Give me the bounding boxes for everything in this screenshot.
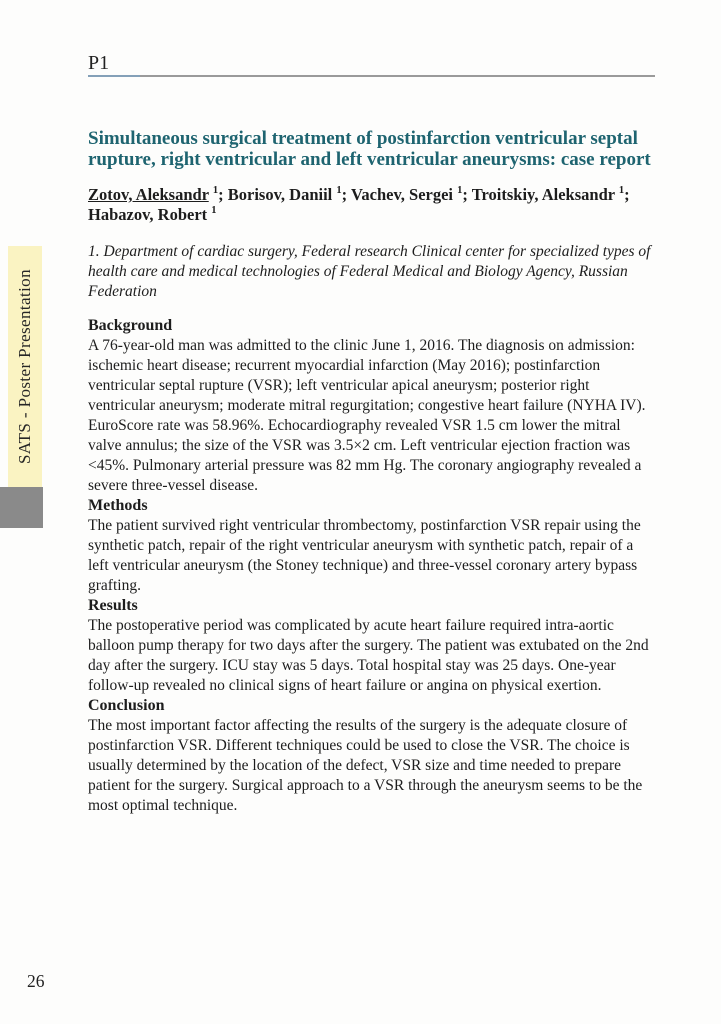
section-text: The patient survived right ventricular thrombectomy, postinfarction VSR repair using the synthetic patch, repair of the right ventricular aneurysm with synthetic patch, repair of a left ventricular aneurysm (the Stoney technique) and three-vessel coronary artery bypass grafting. [88, 517, 641, 594]
author [88, 205, 217, 224]
header-rule [88, 75, 655, 77]
section-heading: Background [88, 317, 173, 334]
author [351, 185, 462, 204]
author [88, 185, 218, 204]
affiliation: 1. Department of cardiac surgery, Federal research Clinical center for specialized types of health care and medical technologies of Federal Medical and Biology Agency, Russian Federation [88, 243, 651, 300]
author-name: Borisov, Daniil [227, 185, 333, 204]
author-name: Vachev, Sergei [350, 185, 454, 204]
section-heading: Conclusion [88, 697, 165, 714]
section-text: The postoperative period was complicated by acute heart failure required intra-aortic balloon pump therapy for two days after the surgery. The patient was extubated on the 2nd day after the surgery. ICU stay was 5 days. Total hospital stay was 25 days. One-year follow-up revealed no clinical signs of heart failure or angina on physical exertion. [88, 617, 649, 694]
author-affiliation-superscript: 1 [618, 184, 625, 196]
sidebar-tab-label: SATS - Poster Presentation [15, 268, 34, 465]
abstract-id-label: P1 [88, 52, 110, 74]
sidebar-tab [8, 246, 42, 487]
section-heading: Results [88, 597, 138, 614]
author-affiliation-superscript: 1 [212, 184, 219, 196]
section-text: A 76-year-old man was admitted to the clinic June 1, 2016. The diagnosis on admission: ischemic heart disease; recurrent myocardial infarction (May 2016); postinfarction ventricular septal rupture (VSR); left ventricular apical aneurysm; posterior right ventricular aneurysm; moderate mitral regurgitation; congestive heart failure (NYHA IV). EuroScore rate was 58.96%. Echocardiography revealed VSR 1.5 cm lower the mitral valve annulus; the size of the VSR was 3.5×2 cm. Left ventricular ejection fraction was <45%. Pulmonary arterial pressure was 82 mm Hg. The coronary angiography revealed a severe three-vessel disease. [88, 337, 646, 494]
author [228, 185, 342, 204]
author-name: Zotov, Aleksandr [88, 185, 209, 204]
author-name: Habazov, Robert [88, 205, 208, 224]
article-title: Simultaneous surgical treatment of postinfarction ventricular septal rupture, right ventricular and left ventricular aneurysms: case report [88, 128, 651, 170]
header-row [88, 51, 655, 77]
author-affiliation-superscript: 1 [336, 184, 342, 196]
section-heading: Methods [88, 497, 148, 514]
abstract-sections [88, 316, 655, 816]
page-number: 26 [27, 971, 45, 991]
author-affiliation-superscript: 1 [457, 184, 463, 196]
author-affiliation-superscript: 1 [211, 204, 217, 216]
abstract-content [88, 0, 655, 816]
section-text: The most important factor affecting the results of the surgery is the adequate closure of postinfarction VSR. Different techniques could be used to close the VSR. The choice is usually determined by the location of the defect, VSR size and time needed to prepare patient for the surgery. Surgical approach to a VSR through the aneurysm seems to be the most optimal technique. [88, 717, 643, 814]
author [472, 185, 624, 204]
sidebar-gray-block [0, 487, 43, 528]
author-list: Zotov, Aleksandr $^1$; Borisov, Daniil $^1$; Vachev, Sergei $^1$; Troitskiy, Aleksandr $^1$; Habazov, Robert $^1$ [88, 184, 630, 224]
author-name: Troitskiy, Aleksandr [471, 185, 615, 204]
